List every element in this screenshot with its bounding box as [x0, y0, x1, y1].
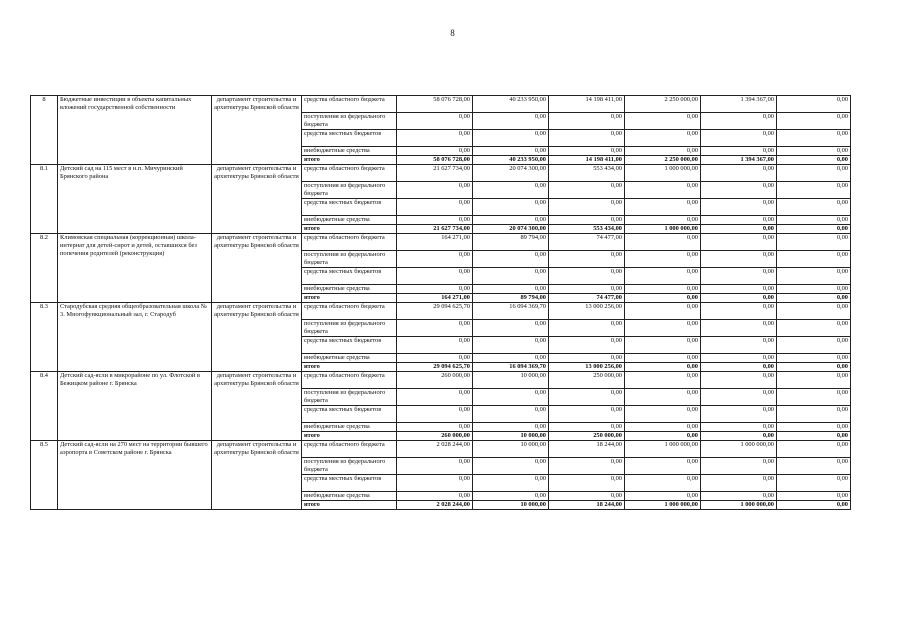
amount-cell: 0,00: [625, 216, 701, 225]
amount-cell: 89 794,00: [473, 234, 549, 251]
amount-cell: 0,00: [701, 268, 777, 285]
object-name: Стародубская средняя общеобразовательная школа № 3. Многофункциональный зал, г. Стародуб: [58, 303, 212, 372]
amount-cell: 0,00: [777, 337, 851, 354]
amount-cell: 0,00: [625, 458, 701, 475]
amount-cell: 260 000,00: [397, 432, 473, 441]
amount-cell: 0,00: [625, 234, 701, 251]
amount-cell: 0,00: [701, 372, 777, 389]
amount-cell: 0,00: [777, 130, 851, 147]
amount-cell: 0,00: [625, 251, 701, 268]
amount-cell: 0,00: [777, 303, 851, 320]
amount-cell: 0,00: [473, 113, 549, 130]
funding-source: поступления из федерального бюджета: [302, 251, 397, 268]
funding-source: внебюджетные средства: [302, 423, 397, 432]
amount-cell: 0,00: [777, 492, 851, 501]
amount-cell: 0,00: [549, 458, 625, 475]
amount-cell: 0,00: [549, 199, 625, 216]
amount-cell: 0,00: [625, 372, 701, 389]
amount-cell: 0,00: [397, 285, 473, 294]
amount-cell: 0,00: [701, 294, 777, 303]
funding-source: средства местных бюджетов: [302, 337, 397, 354]
amount-cell: 0,00: [473, 251, 549, 268]
amount-cell: 0,00: [473, 268, 549, 285]
amount-cell: 2 250 000,00: [625, 96, 701, 113]
amount-cell: 0,00: [625, 147, 701, 156]
funding-source: итого: [302, 156, 397, 165]
amount-cell: 13 000 256,00: [549, 363, 625, 372]
amount-cell: 0,00: [701, 303, 777, 320]
amount-cell: 0,00: [777, 475, 851, 492]
amount-cell: 21 627 734,00: [397, 165, 473, 182]
funding-source: поступления из федерального бюджета: [302, 389, 397, 406]
amount-cell: 29 094 625,70: [397, 303, 473, 320]
amount-cell: 21 627 734,00: [397, 225, 473, 234]
amount-cell: 0,00: [777, 406, 851, 423]
amount-cell: 1 000 000,00: [625, 165, 701, 182]
amount-cell: 0,00: [549, 475, 625, 492]
amount-cell: 0,00: [777, 389, 851, 406]
funding-source: внебюджетные средства: [302, 285, 397, 294]
amount-cell: 0,00: [625, 113, 701, 130]
amount-cell: 0,00: [397, 320, 473, 337]
amount-cell: 0,00: [397, 147, 473, 156]
amount-cell: 0,00: [777, 372, 851, 389]
funding-source: поступления из федерального бюджета: [302, 113, 397, 130]
amount-cell: 0,00: [397, 406, 473, 423]
amount-cell: 553 434,00: [549, 225, 625, 234]
amount-cell: 0,00: [625, 423, 701, 432]
table-row: [31, 234, 851, 251]
amount-cell: 0,00: [701, 406, 777, 423]
amount-cell: 0,00: [777, 501, 851, 510]
amount-cell: 0,00: [625, 199, 701, 216]
amount-cell: 0,00: [549, 406, 625, 423]
amount-cell: 0,00: [397, 492, 473, 501]
amount-cell: 0,00: [473, 182, 549, 199]
page-number: 8: [450, 28, 455, 38]
funding-source: средства местных бюджетов: [302, 406, 397, 423]
funding-source: итого: [302, 432, 397, 441]
amount-cell: 164 271,00: [397, 294, 473, 303]
amount-cell: 0,00: [473, 285, 549, 294]
funding-source: итого: [302, 501, 397, 510]
amount-cell: 16 094 369,70: [473, 303, 549, 320]
object-name: Детский сад-ясли на 270 мест на территории бывшего аэропорта в Советском районе г. Брянска: [58, 441, 212, 510]
amount-cell: 0,00: [473, 130, 549, 147]
amount-cell: 20 074 300,00: [473, 165, 549, 182]
amount-cell: 0,00: [549, 320, 625, 337]
amount-cell: 0,00: [625, 475, 701, 492]
amount-cell: 1 394 367,00: [701, 96, 777, 113]
table-row: [31, 372, 851, 389]
amount-cell: 0,00: [777, 147, 851, 156]
amount-cell: 0,00: [397, 199, 473, 216]
amount-cell: 14 198 411,00: [549, 96, 625, 113]
amount-cell: 0,00: [625, 354, 701, 363]
amount-cell: 1 000 000,00: [625, 501, 701, 510]
table-row: [31, 303, 851, 320]
responsible-department: департамент строительства и архитектуры Брянской области: [212, 441, 302, 510]
amount-cell: 0,00: [701, 320, 777, 337]
amount-cell: 0,00: [473, 423, 549, 432]
amount-cell: 0,00: [397, 389, 473, 406]
amount-cell: 0,00: [625, 268, 701, 285]
funding-source: средства областного бюджета: [302, 234, 397, 251]
amount-cell: 0,00: [473, 389, 549, 406]
responsible-department: департамент строительства и архитектуры Брянской области: [212, 165, 302, 234]
amount-cell: 0,00: [777, 320, 851, 337]
responsible-department: департамент строительства и архитектуры Брянской области: [212, 303, 302, 372]
amount-cell: 0,00: [549, 337, 625, 354]
amount-cell: 14 198 411,00: [549, 156, 625, 165]
item-number: 8: [31, 96, 58, 165]
amount-cell: 0,00: [777, 234, 851, 251]
amount-cell: 0,00: [777, 363, 851, 372]
amount-cell: 0,00: [397, 354, 473, 363]
funding-source: средства местных бюджетов: [302, 475, 397, 492]
amount-cell: 0,00: [397, 251, 473, 268]
amount-cell: 10 000,00: [473, 441, 549, 458]
amount-cell: 29 094 625,70: [397, 363, 473, 372]
amount-cell: 0,00: [777, 165, 851, 182]
funding-source: средства областного бюджета: [302, 372, 397, 389]
amount-cell: 0,00: [397, 113, 473, 130]
amount-cell: 0,00: [701, 182, 777, 199]
amount-cell: 0,00: [701, 354, 777, 363]
amount-cell: 0,00: [473, 199, 549, 216]
amount-cell: 0,00: [473, 492, 549, 501]
amount-cell: 0,00: [777, 285, 851, 294]
amount-cell: 0,00: [701, 285, 777, 294]
amount-cell: 1 000 000,00: [701, 441, 777, 458]
responsible-department: департамент строительства и архитектуры Брянской области: [212, 372, 302, 441]
amount-cell: 89 794,00: [473, 294, 549, 303]
funding-source: средства местных бюджетов: [302, 130, 397, 147]
amount-cell: 0,00: [777, 268, 851, 285]
amount-cell: 13 000 256,00: [549, 303, 625, 320]
amount-cell: 0,00: [701, 251, 777, 268]
amount-cell: 0,00: [701, 216, 777, 225]
amount-cell: 0,00: [549, 130, 625, 147]
amount-cell: 0,00: [777, 182, 851, 199]
amount-cell: 1 394 367,00: [701, 156, 777, 165]
object-name: Детский сад-ясли в микрорайоне по ул. Флотской в Бежицком районе г. Брянска: [58, 372, 212, 441]
amount-cell: 0,00: [777, 432, 851, 441]
amount-cell: 58 076 728,00: [397, 96, 473, 113]
amount-cell: 2 250 000,00: [625, 156, 701, 165]
object-name: Бюджетные инвестиции в объекты капитальных вложений государственной собственности: [58, 96, 212, 165]
amount-cell: 0,00: [625, 182, 701, 199]
amount-cell: 164 271,00: [397, 234, 473, 251]
responsible-department: департамент строительства и архитектуры Брянской области: [212, 234, 302, 303]
amount-cell: 0,00: [549, 492, 625, 501]
amount-cell: 0,00: [777, 156, 851, 165]
amount-cell: 250 000,00: [549, 372, 625, 389]
amount-cell: 0,00: [549, 147, 625, 156]
amount-cell: 0,00: [473, 406, 549, 423]
amount-cell: 10 000,00: [473, 501, 549, 510]
item-number: 8.2: [31, 234, 58, 303]
funding-source: внебюджетные средства: [302, 354, 397, 363]
amount-cell: 0,00: [397, 216, 473, 225]
funding-source: средства областного бюджета: [302, 165, 397, 182]
amount-cell: 0,00: [397, 423, 473, 432]
amount-cell: 0,00: [701, 199, 777, 216]
funding-source: средства областного бюджета: [302, 96, 397, 113]
amount-cell: 0,00: [549, 268, 625, 285]
amount-cell: 2 028 244,00: [397, 501, 473, 510]
amount-cell: 0,00: [625, 130, 701, 147]
budget-table-body: [31, 96, 851, 510]
amount-cell: 0,00: [397, 337, 473, 354]
amount-cell: 0,00: [777, 113, 851, 130]
amount-cell: 0,00: [473, 337, 549, 354]
amount-cell: 0,00: [777, 294, 851, 303]
amount-cell: 0,00: [397, 475, 473, 492]
table-row: [31, 165, 851, 182]
funding-source: средства местных бюджетов: [302, 268, 397, 285]
funding-source: поступления из федерального бюджета: [302, 182, 397, 199]
amount-cell: 0,00: [777, 441, 851, 458]
amount-cell: 0,00: [397, 182, 473, 199]
amount-cell: 0,00: [625, 285, 701, 294]
item-number: 8.3: [31, 303, 58, 372]
amount-cell: 0,00: [701, 225, 777, 234]
amount-cell: 0,00: [473, 458, 549, 475]
funding-source: средства местных бюджетов: [302, 199, 397, 216]
amount-cell: 0,00: [701, 363, 777, 372]
amount-cell: 0,00: [625, 294, 701, 303]
amount-cell: 0,00: [549, 423, 625, 432]
amount-cell: 0,00: [777, 225, 851, 234]
amount-cell: 20 074 300,00: [473, 225, 549, 234]
amount-cell: 0,00: [701, 389, 777, 406]
amount-cell: 0,00: [473, 354, 549, 363]
amount-cell: 0,00: [777, 423, 851, 432]
amount-cell: 0,00: [397, 458, 473, 475]
amount-cell: 0,00: [625, 337, 701, 354]
amount-cell: 0,00: [397, 268, 473, 285]
amount-cell: 1 000 000,00: [625, 441, 701, 458]
amount-cell: 250 000,00: [549, 432, 625, 441]
amount-cell: 0,00: [777, 216, 851, 225]
budget-table: [30, 95, 851, 510]
amount-cell: 0,00: [701, 492, 777, 501]
amount-cell: 0,00: [701, 147, 777, 156]
amount-cell: 0,00: [625, 432, 701, 441]
amount-cell: 40 233 950,00: [473, 96, 549, 113]
object-name: Климовская специальная (коррекционная) школа-интернат для детей-сирот и детей, оставшихся без попечения родителей (реконструкция): [58, 234, 212, 303]
item-number: 8.5: [31, 441, 58, 510]
amount-cell: 0,00: [549, 113, 625, 130]
amount-cell: 0,00: [473, 320, 549, 337]
amount-cell: 0,00: [549, 285, 625, 294]
amount-cell: 74 477,00: [549, 294, 625, 303]
amount-cell: 0,00: [625, 320, 701, 337]
amount-cell: 0,00: [625, 363, 701, 372]
amount-cell: 0,00: [549, 251, 625, 268]
amount-cell: 16 094 369,70: [473, 363, 549, 372]
item-number: 8.4: [31, 372, 58, 441]
funding-source: внебюджетные средства: [302, 216, 397, 225]
amount-cell: 0,00: [701, 423, 777, 432]
amount-cell: 0,00: [473, 216, 549, 225]
amount-cell: 10 000,00: [473, 432, 549, 441]
responsible-department: департамент строительства и архитектуры Брянской области: [212, 96, 302, 165]
amount-cell: 0,00: [777, 354, 851, 363]
amount-cell: 0,00: [777, 96, 851, 113]
amount-cell: 0,00: [701, 432, 777, 441]
amount-cell: 0,00: [473, 147, 549, 156]
funding-source: средства областного бюджета: [302, 303, 397, 320]
amount-cell: 1 000 000,00: [625, 225, 701, 234]
amount-cell: 0,00: [625, 389, 701, 406]
amount-cell: 0,00: [701, 475, 777, 492]
amount-cell: 0,00: [701, 165, 777, 182]
amount-cell: 0,00: [625, 303, 701, 320]
table-row: [31, 441, 851, 458]
amount-cell: 0,00: [777, 251, 851, 268]
funding-source: поступления из федерального бюджета: [302, 458, 397, 475]
amount-cell: 74 477,00: [549, 234, 625, 251]
amount-cell: 18 244,00: [549, 441, 625, 458]
amount-cell: 0,00: [701, 234, 777, 251]
object-name: Детский сад на 115 мест в н.п. Мичуринский Брянского района: [58, 165, 212, 234]
funding-source: средства областного бюджета: [302, 441, 397, 458]
table-row: [31, 96, 851, 113]
funding-source: итого: [302, 294, 397, 303]
amount-cell: 0,00: [701, 458, 777, 475]
amount-cell: 0,00: [397, 130, 473, 147]
amount-cell: 0,00: [549, 354, 625, 363]
amount-cell: 1 000 000,00: [701, 501, 777, 510]
amount-cell: 0,00: [777, 199, 851, 216]
item-number: 8.1: [31, 165, 58, 234]
amount-cell: 0,00: [549, 182, 625, 199]
funding-source: внебюджетные средства: [302, 492, 397, 501]
funding-source: итого: [302, 225, 397, 234]
amount-cell: 553 434,00: [549, 165, 625, 182]
amount-cell: 0,00: [777, 458, 851, 475]
amount-cell: 0,00: [473, 475, 549, 492]
funding-source: итого: [302, 363, 397, 372]
amount-cell: 0,00: [701, 130, 777, 147]
amount-cell: 0,00: [549, 216, 625, 225]
amount-cell: 40 233 950,00: [473, 156, 549, 165]
funding-source: внебюджетные средства: [302, 147, 397, 156]
amount-cell: 260 000,00: [397, 372, 473, 389]
amount-cell: 2 028 244,00: [397, 441, 473, 458]
amount-cell: 0,00: [701, 113, 777, 130]
amount-cell: 0,00: [701, 337, 777, 354]
amount-cell: 0,00: [549, 389, 625, 406]
funding-source: поступления из федерального бюджета: [302, 320, 397, 337]
amount-cell: 0,00: [625, 406, 701, 423]
amount-cell: 10 000,00: [473, 372, 549, 389]
amount-cell: 0,00: [625, 492, 701, 501]
amount-cell: 58 076 728,00: [397, 156, 473, 165]
amount-cell: 18 244,00: [549, 501, 625, 510]
